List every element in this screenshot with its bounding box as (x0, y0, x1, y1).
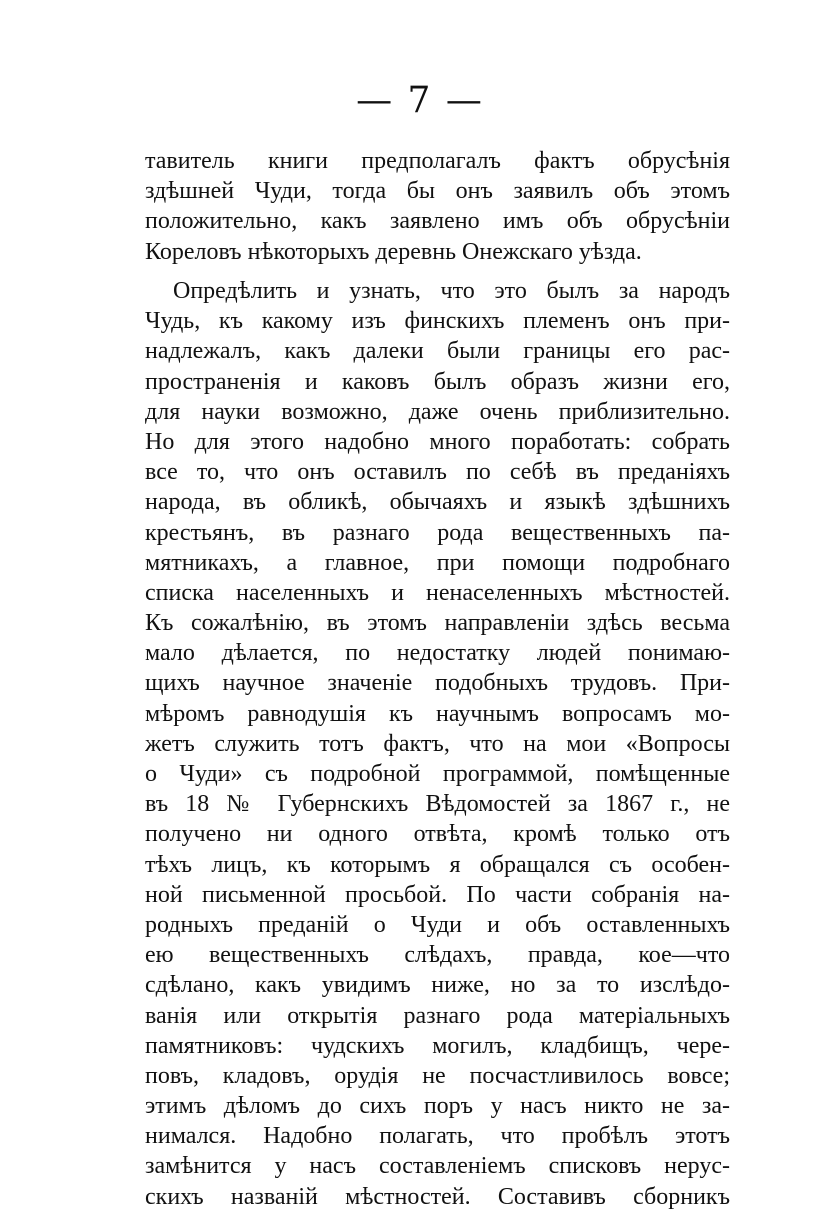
text-line: все то, что онъ оставилъ по себѣ въ преданіяхъ (145, 459, 730, 486)
text-line: здѣшней Чуди, тогда бы онъ заявилъ объ этомъ (145, 178, 730, 205)
text-line: жетъ служить тотъ фактъ, что на мои «Вопросы (145, 730, 730, 757)
text-line: тѣхъ лицъ, къ которымъ я обращался съ особен- (145, 851, 730, 878)
text-line: о Чуди» съ подробной программой, помѣщенные (145, 761, 730, 787)
text-line: списка населенныхъ и ненаселенныхъ мѣстностей. (145, 579, 730, 606)
text-line: для науки возможно, даже очень приблизительно. (145, 398, 730, 425)
text-line: положительно, какъ заявлено имъ объ обрусѣніи (145, 208, 730, 235)
text-line: Опредѣлить и узнать, что это былъ за народъ (173, 278, 730, 304)
text-line: тавитель книги предполагалъ фактъ обрусѣнія (145, 148, 730, 174)
text-line: скихъ названій мѣстностей. Составивъ сборникъ (145, 1183, 730, 1210)
text-line: надлежалъ, какъ далеки были границы его рас- (145, 338, 730, 365)
text-line: родныхъ преданій о Чуди и объ оставленныхъ (145, 911, 730, 938)
text-line: мало дѣлается, по недостатку людей понимаю- (145, 640, 730, 667)
text-line: крестьянъ, въ разнаго рода вещественныхъ па- (145, 519, 730, 546)
page-number: — 7 — (356, 80, 484, 121)
text-line: народа, въ обликѣ, обычаяхъ и языкѣ здѣшнихъ (145, 489, 730, 516)
text-line: пространенія и каковъ былъ образъ жизни его, (145, 368, 730, 395)
text-line: Чудь, къ какому изъ финскихъ племенъ онъ при- (145, 308, 730, 335)
text-line: мѣромъ равнодушія къ научнымъ вопросамъ мо- (145, 700, 730, 727)
text-line: Кореловъ нѣкоторыхъ деревнь Онежскаго уѣзда. (145, 238, 642, 265)
text-line: нимался. Надобно полагать, что пробѣлъ этотъ (145, 1123, 730, 1150)
text-line: этимъ дѣломъ до сихъ поръ у насъ никто не за- (145, 1093, 730, 1120)
text-line: въ 18 № Губернскихъ Вѣдомостей за 1867 г., не (145, 791, 730, 818)
text-line: ной письменной просьбой. По части собранія на- (145, 881, 730, 908)
text-line: Но для этого надобно много поработать: собрать (145, 428, 730, 455)
text-line: щихъ научное значеніе подобныхъ трудовъ. При- (145, 670, 730, 697)
text-line: ванія или открытія разнаго рода матеріальныхъ (145, 1002, 730, 1029)
text-line: ею вещественныхъ слѣдахъ, правда, кое—что (145, 942, 730, 969)
text-line: повъ, кладовъ, орудія не посчастливилось вовсе; (145, 1062, 730, 1089)
text-line: памятниковъ: чудскихъ могилъ, кладбищъ, чере- (145, 1032, 730, 1059)
text-line: замѣнится у насъ составленіемъ списковъ нерус- (145, 1153, 730, 1180)
text-line: получено ни одного отвѣта, кромѣ только отъ (145, 821, 730, 848)
text-line: сдѣлано, какъ увидимъ ниже, но за то изслѣдо- (145, 972, 730, 999)
paragraph-1 (145, 146, 730, 267)
text-line: Къ сожалѣнію, въ этомъ направленіи здѣсь весьма (145, 610, 730, 637)
text-line: мятникахъ, а главное, при помощи подробнаго (145, 549, 730, 576)
paragraph-2 (145, 276, 730, 1212)
